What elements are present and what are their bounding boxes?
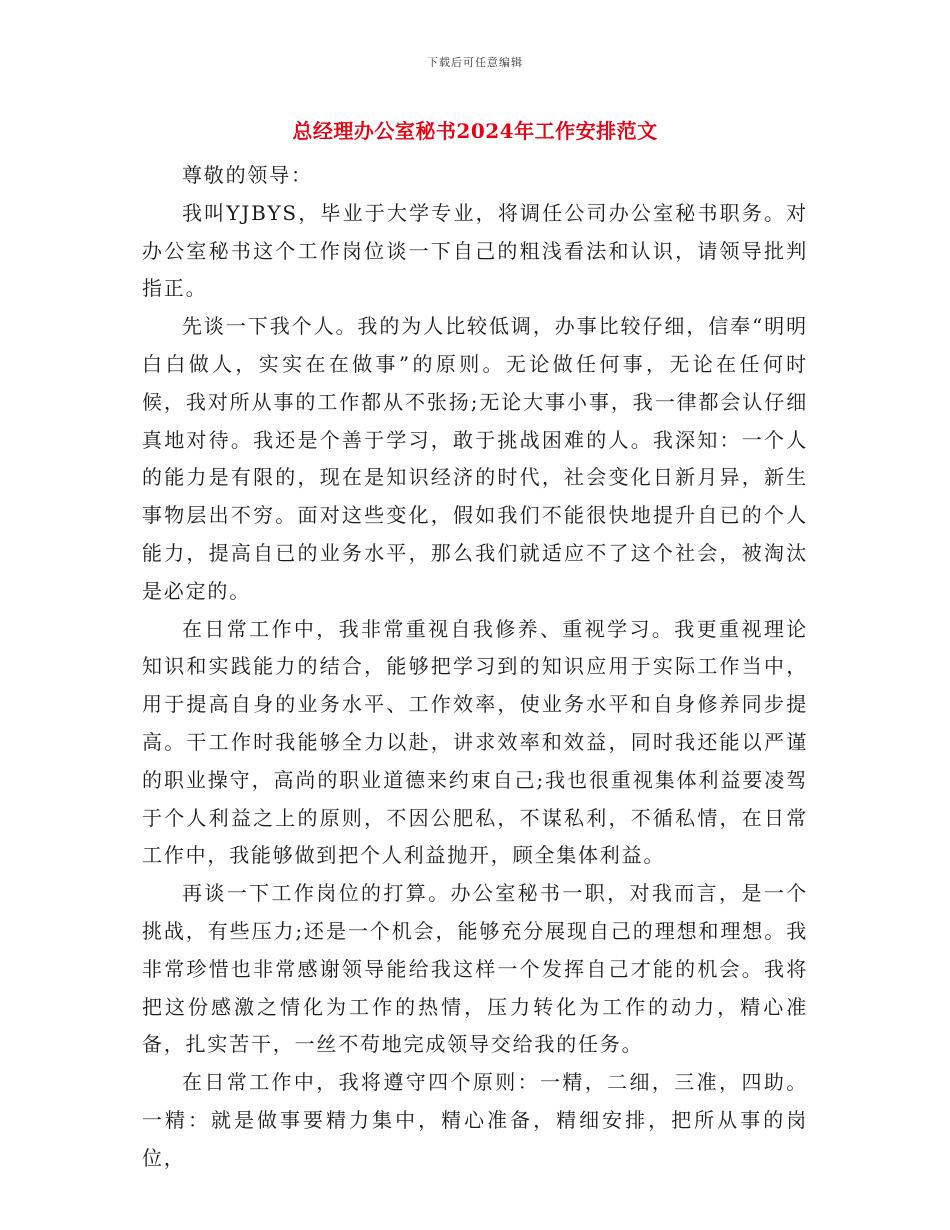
paragraph-intro: 我叫YJBYS，毕业于大学专业，将调任公司办公室秘书职务。对办公室秘书这个工作岗位谈一下自己的粗浅看法和认识，请领导批判指正。: [142, 200, 808, 301]
paragraph-daily-work: 在日常工作中，我非常重视自我修养、重视学习。我更重视理论知识和实践能力的结合，能够把学习到的知识应用于实际工作当中，用于提高自身的业务水平、工作效率，使业务水平和自身修养同步提高。干工作时我能够全力以赴，讲求效率和效益，同时我还能以严谨的职业操守，高尚的职业道德来约束自己;我也很重视集体利益要凌驾于个人利益之上的原则，不因公肥私，不谋私利，不循私情，在日常工作中，我能够做到把个人利益抛开，顾全集体利益。: [142, 616, 808, 868]
paragraph-plans: 再谈一下工作岗位的打算。办公室秘书一职，对我而言，是一个挑战，有些压力;还是一个机会，能够充分展现自己的理想和理想。我非常珍惜也非常感谢领导能给我这样一个发挥自己才能的机会。我将把这份感激之情化为工作的热情，压力转化为工作的动力，精心准备，扎实苦干，一丝不苟地完成领导交给我的任务。: [142, 881, 808, 1057]
paragraph-principles: 在日常工作中，我将遵守四个原则：一精，二细，三准，四助。一精：就是做事要精力集中，精心准备，精细安排，把所从事的岗位，: [142, 1070, 808, 1170]
document-title: 总经理办公室秘书2024年工作安排范文: [292, 119, 658, 143]
paragraph-personal: 先谈一下我个人。我的为人比较低调，办事比较仔细，信奉“明明白白做人，实实在在做事”的原则。无论做任何事，无论在任何时候，我对所从事的工作都从不张扬;无论大事小事，我一律都会认仔细真地对待。我还是个善于学习，敢于挑战困难的人。我深知：一个人的能力是有限的，现在是知识经济的时代，社会变化日新月异，新生事物层出不穷。面对这些变化，假如我们不能很快地提升自已的个人能力，提高自已的业务水平，那么我们就适应不了这个社会，被淘汰是必定的。: [142, 314, 808, 603]
greeting: 尊敬的领导：: [182, 163, 313, 187]
header-note: 下载后可任意编辑: [427, 56, 523, 69]
document-body: [142, 157, 808, 1178]
